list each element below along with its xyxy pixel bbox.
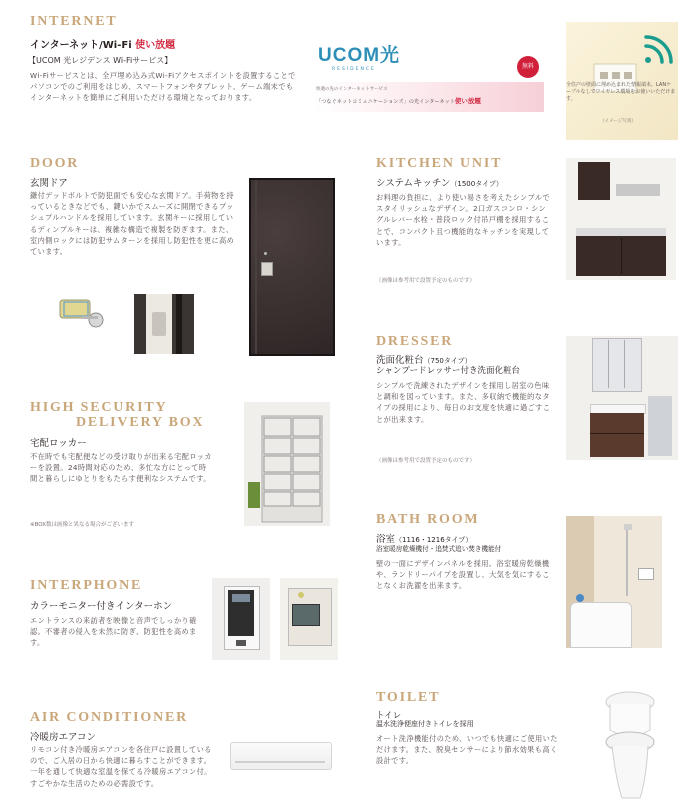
door-title-jp: 玄関ドア [30,178,68,189]
wifi-note: （イメージ写真） [600,119,636,124]
interphone-title-en: INTERPHONE [30,578,143,593]
bath-title-text: 浴室 [376,534,396,545]
internet-title-text: インターネット/Wi-Fi [30,40,132,51]
toilet-photo [596,690,664,802]
banner-badge: 使い放題 [454,97,481,105]
dresser-body: シンプルで洗練されたデザインを採用し居室の色味と調和を図っています。また、多収納で機能的なタイプの採用により、毎日のお支度を快適に過ごすことが出来ます。 [376,381,551,424]
dresser-note: （画像は参考用で設置予定のものです） [376,458,476,464]
delivery-title-en-2: DELIVERY BOX [76,415,205,430]
bathroom-photo [566,516,662,648]
kitchen-title-en: KITCHEN UNIT [376,156,503,171]
delivery-body: 不在時でも宅配便などの受け取りが出来る宅配ロッカーを設置。24時間対応のため、多忙な方にとって時間と暮らしにゆとりをもたらす便利なシステムです。 [30,452,212,484]
interphone-title-jp: カラーモニター付きインターホン [30,601,173,612]
bath-title-en: BATH ROOM [376,512,480,527]
thumb-turn-photo [134,294,194,354]
ucom-logo-sub: RESIDENCE [332,67,376,72]
internet-service: 【UCOM 光レジデンス Wi-Fiサービス】 [28,56,173,65]
door-body: 鎌付デッドボルトで防犯面でも安心な玄関ドア。手荷物を持っているときなどでも、鍵いかでスムーズに開閉できるプッシュプルハンドルを採用しています。玄関キーに採用しているディンプルキーは、複雑な構造で複製を防ぎます。また、室内側ロックには防犯サムターンを採用し防犯性を更に高めています。 [30,191,235,257]
toilet-title-jp: トイレ [376,711,402,721]
internet-title-en: INTERNET [30,14,118,29]
dresser-title-en: DRESSER [376,334,454,349]
bath-title-jp2: 浴室暖房乾燥機付・追焚式追い焚き機能付 [376,545,502,553]
ucom-banner [314,82,544,112]
entrance-door-photo [249,178,335,356]
dresser-photo [566,336,678,460]
dimple-key-photo [54,290,112,332]
kitchen-photo [566,158,676,280]
dresser-title-jp2: シャンプードレッサー付き洗面化粧台 [376,366,520,376]
aircon-title-en: AIR CONDITIONER [30,710,189,725]
delivery-locker-photo [244,402,330,526]
kitchen-title-text: システムキッチン [376,178,451,189]
toilet-title-jp2: 温水洗浄便座付きトイレを採用 [376,720,474,728]
ucom-logo-text: UCOM光 [318,45,401,66]
bath-title-sub: （1116・1216タイプ） [395,536,473,544]
air-conditioner-photo [230,742,332,770]
toilet-body: オート洗浄機能付のため、いつでも快適にご使用いただけます。また、脱臭センサーにより節水効果も高く設計です。 [376,734,558,766]
banner-main-text: 「つなぐネットコミュニケーションズ」の光インターネット [316,99,455,105]
delivery-title-en-1: HIGH SECURITY [30,400,168,415]
color-monitor-photo [280,578,338,660]
kitchen-title-sub: （1500タイプ） [450,180,503,188]
interphone-body: エントランスの来訪者を映像と音声でしっかり確認。不審者の侵入を未然に防ぎ、防犯性を高めます。 [30,616,197,648]
aircon-body: リモコン付き冷暖房エアコンを各住戸に設置しているので、ご入居の日から快適に暮らすことができます。一年を通して快適な室温を保てる冷暖房エアコン付。すごやかな生活のための必需設です。 [30,745,212,788]
delivery-title-jp: 宅配ロッカー [30,438,87,449]
kitchen-note: （画像は参考用で設置予定のものです） [376,278,476,284]
ucom-logo [318,40,413,74]
dresser-title-text: 洗面化粧台 [376,355,424,366]
dresser-title-sub: （750タイプ） [423,357,472,365]
toilet-title-en: TOILET [376,690,441,705]
entrance-panel-photo [212,578,270,660]
bath-body: 壁の一面にデザインパネルを採用。浴室暖房乾燥機や、ランドリーパイプを設置し、大気を気にすることなくお洗濯を出来ます。 [376,559,550,591]
aircon-title-jp: 冷暖房エアコン [30,732,97,743]
door-title-en: DOOR [30,156,80,171]
internet-body: Wi-Fiサービスとは、全戸埋め込み式Wi-Fiアクセスポイントを設置することでパソコンでのご利用をはじめ、スマートフォンやタブレット、ゲーム端末でもインターネットを簡単にご利用いただける環境となっております。 [30,71,296,103]
free-badge: 無料 [517,56,539,78]
banner-small: 快適の先のインターネットサービス [316,87,388,92]
internet-title-badge: 使い放題 [135,40,176,51]
banner-main [316,96,544,105]
delivery-note: ※BOX数は画像と異なる場合がございます [30,522,135,528]
wifi-caption: 全住戸の壁面に埋め込まれた情報端末。LANケーブルなしでワイヤレス環境をお使いいただけます。 [566,82,676,102]
kitchen-title-jp [376,175,503,189]
internet-title-jp [30,36,175,51]
kitchen-body: お料理の負担に、より使い易さを考えたシンプルでスタイリッシュなデザイン。2口ガスコンロ・シングルレバー水栓・普段ロック付吊戸棚を採用することで、コンパクト且つ機能的なキッチンを実現しています。 [376,193,551,247]
